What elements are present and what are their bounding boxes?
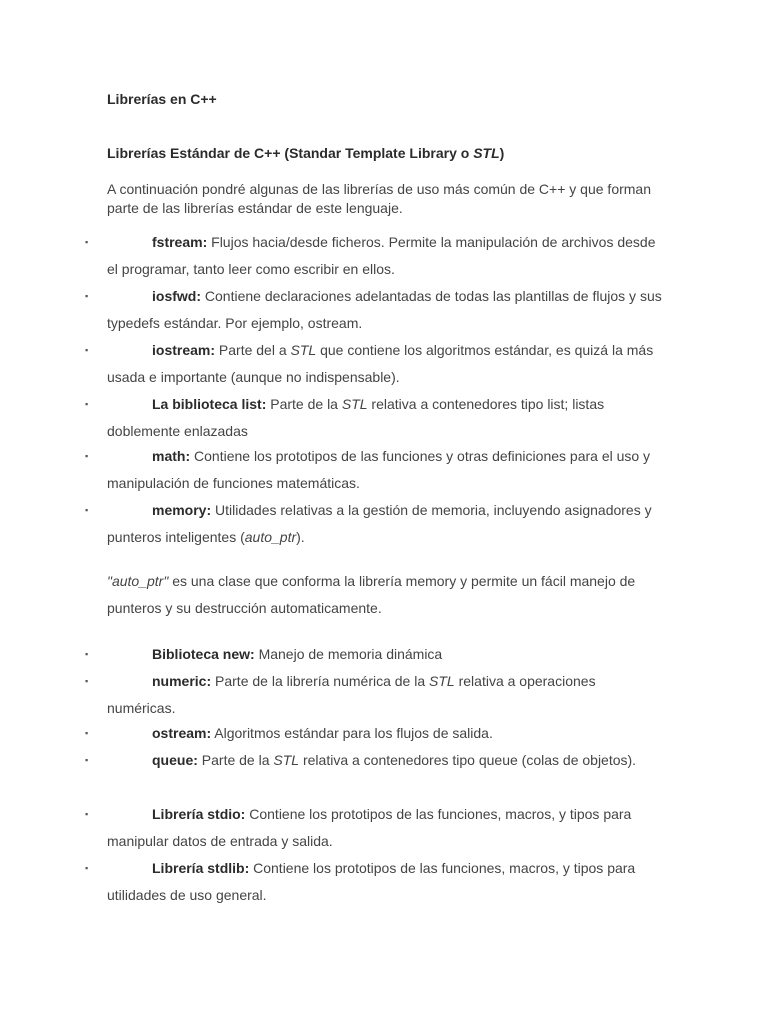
- library-term: Librería stdio:: [152, 806, 246, 822]
- library-desc-italic: STL: [290, 342, 317, 358]
- bullet-icon: ▪: [85, 809, 89, 819]
- library-desc: Contiene los prototipos de las funciones y otras definiciones para el uso y manipulación de funciones matemáticas.: [107, 448, 651, 491]
- section-heading-abbrev: STL: [473, 145, 500, 161]
- library-desc-italic: auto_ptr: [244, 529, 297, 545]
- library-desc-italic: STL: [341, 396, 368, 412]
- bullet-icon: ▪: [85, 755, 89, 765]
- list-item-iostream: [85, 337, 667, 391]
- note-text: es una clase que conforma la librería memory y permite un fácil manejo de punteros y su destrucción automaticamente.: [107, 573, 636, 616]
- document-title: Librerías en C++: [107, 91, 217, 107]
- list-item-iosfwd: [85, 283, 667, 337]
- section-heading-close: ): [499, 145, 505, 161]
- bullet-icon: ▪: [85, 649, 89, 659]
- bullet-icon: ▪: [85, 728, 89, 738]
- library-term: math:: [152, 448, 191, 464]
- list-item-queue: [85, 747, 667, 774]
- section-heading-text: Librerías Estándar de C++ (Standar Template Library o: [107, 145, 474, 161]
- library-desc-end: que contiene los algoritmos estándar, es quizá la más usada e importante (aunque no indispensable).: [107, 342, 654, 385]
- library-term: La biblioteca list:: [152, 396, 267, 412]
- library-desc: Contiene los prototipos de las funciones, macros, y tipos para utilidades de uso general.: [107, 860, 636, 903]
- intro-paragraph: A continuación pondré algunas de las librerías de uso más común de C++ y que forman parte de las librerías estándar de este lenguaje.: [107, 181, 651, 216]
- list-item-math: [85, 443, 667, 497]
- bullet-icon: ▪: [85, 676, 89, 686]
- list-item-new: [85, 641, 667, 668]
- bullet-icon: ▪: [85, 399, 89, 409]
- library-desc: Algoritmos estándar para los flujos de salida.: [211, 725, 493, 741]
- library-term: memory:: [152, 502, 212, 518]
- library-term: numeric:: [152, 673, 212, 689]
- library-term: Biblioteca new:: [152, 646, 255, 662]
- library-desc: Parte de la: [266, 396, 342, 412]
- library-desc-end: ).: [296, 529, 305, 545]
- library-desc-end: relativa a contenedores tipo list; listas doblemente enlazadas: [107, 396, 605, 439]
- library-term: ostream:: [152, 725, 212, 741]
- bullet-icon: ▪: [85, 291, 89, 301]
- bullet-icon: ▪: [85, 345, 89, 355]
- library-term: iostream:: [152, 342, 216, 358]
- library-desc: Parte de la librería numérica de la: [211, 673, 430, 689]
- list-item-fstream: [85, 229, 667, 283]
- library-desc: Utilidades relativas a la gestión de memoria, incluyendo asignadores y punteros inteligentes (: [107, 502, 652, 545]
- bullet-icon: ▪: [85, 505, 89, 515]
- library-desc: Contiene declaraciones adelantadas de todas las plantillas de flujos y sus typedefs estándar. Por ejemplo, ostream.: [107, 288, 662, 331]
- library-term: queue:: [152, 752, 198, 768]
- library-desc: Parte de la: [197, 752, 274, 768]
- library-desc: Flujos hacia/desde ficheros. Permite la manipulación de archivos desde el programar, tanto leer como escribir en ellos.: [107, 234, 656, 277]
- library-desc: Manejo de memoria dinámica: [254, 646, 443, 662]
- library-desc: Contiene los prototipos de las funciones, macros, y tipos para manipular datos de entrada y salida.: [107, 806, 632, 849]
- library-desc-italic: STL: [429, 673, 455, 689]
- library-term: Librería stdlib:: [152, 860, 250, 876]
- note-term: "auto_ptr": [107, 573, 169, 589]
- list-item-list: [85, 391, 667, 445]
- section-heading: [107, 145, 504, 161]
- list-item-memory: [85, 497, 667, 551]
- bullet-icon: ▪: [85, 863, 89, 873]
- bullet-icon: ▪: [85, 237, 89, 247]
- bullet-icon: ▪: [85, 451, 89, 461]
- list-item-stdlib: [85, 855, 667, 909]
- list-item-numeric: [85, 668, 667, 722]
- library-desc-end: relativa a operaciones numéricas.: [107, 673, 596, 716]
- library-term: iosfwd:: [152, 288, 201, 304]
- list-item-stdio: [85, 801, 667, 855]
- library-term: fstream:: [152, 234, 208, 250]
- library-desc: Parte del a: [215, 342, 291, 358]
- auto-ptr-note: [107, 568, 667, 622]
- list-item-ostream: [85, 720, 667, 747]
- library-desc-end: relativa a contenedores tipo queue (colas de objetos).: [299, 752, 637, 768]
- library-desc-italic: STL: [273, 752, 300, 768]
